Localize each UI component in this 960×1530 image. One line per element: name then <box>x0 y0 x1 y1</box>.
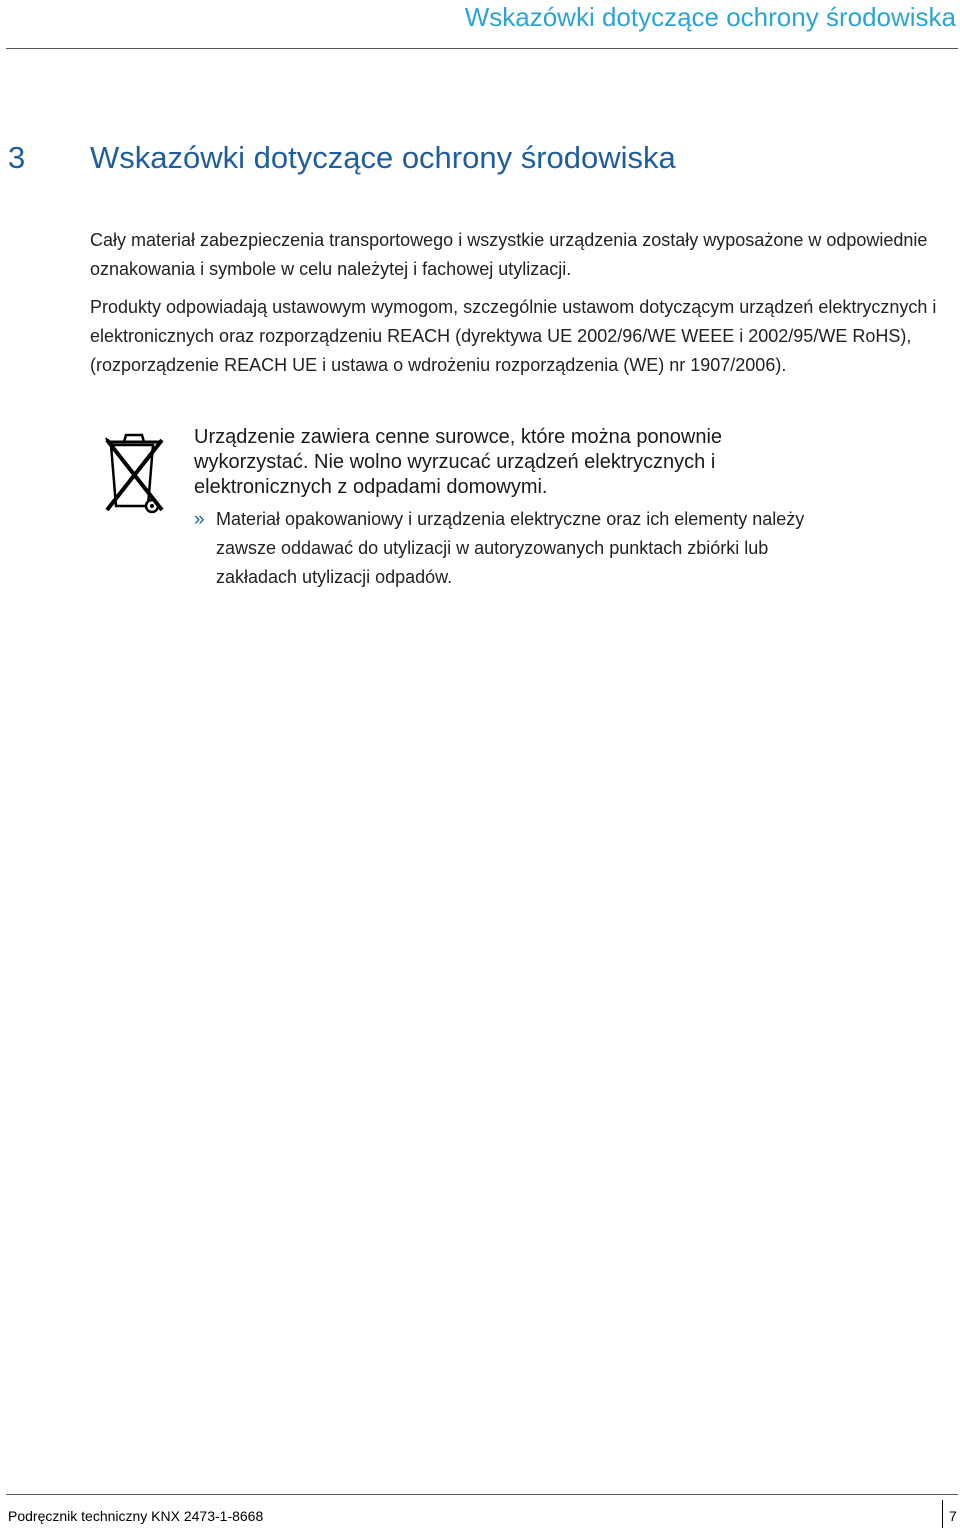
page-number: 7 <box>949 1508 957 1524</box>
paragraph-regulations: Produkty odpowiadają ustawowym wymogom, szczególnie ustawom dotyczącym urządzeń elektrycznych i elektronicznych oraz rozporządzeniu REACH (dyrektywa UE 2002/96/WE WEEE i 2002/95/WE RoHS), (rozporządzenie REACH UE i ustawa o wdrożeniu rozporządzenia (WE) nr 1907/2006). <box>90 297 937 375</box>
running-header: Wskazówki dotyczące ochrony środowiska <box>464 2 956 32</box>
footer-separator <box>942 1500 943 1528</box>
crossed-out-wheelie-bin-icon <box>102 428 168 516</box>
recycling-notice: Urządzenie zawiera cenne surowce, które można ponownie wykorzystać. Nie wolno wyrzucać urządzeń elektrycznych i elektronicznych z odpadami domowymi. <box>194 426 723 498</box>
header-divider <box>6 48 958 49</box>
footer-document-title: Podręcznik techniczny KNX 2473-1-8668 <box>8 1508 264 1524</box>
section-number: 3 <box>8 140 26 175</box>
section-heading <box>8 140 676 176</box>
footer-divider <box>6 1494 958 1495</box>
paragraph-packaging: Cały materiał zabezpieczenia transportowego i wszystkie urządzenia zostały wyposażone w odpowiednie oznakowania i symbole w celu należytej i fachowej utylizacji. <box>90 230 928 279</box>
section-title: Wskazówki dotyczące ochrony środowiska <box>90 140 676 175</box>
disposal-instruction-text: Materiał opakowaniowy i urządzenia elektryczne oraz ich elementy należy zawsze oddawać do utylizacji w autoryzowanych punktach zbiórki lub zakładach utylizacji odpadów. <box>216 509 805 587</box>
bullet-marker: » <box>194 509 205 530</box>
